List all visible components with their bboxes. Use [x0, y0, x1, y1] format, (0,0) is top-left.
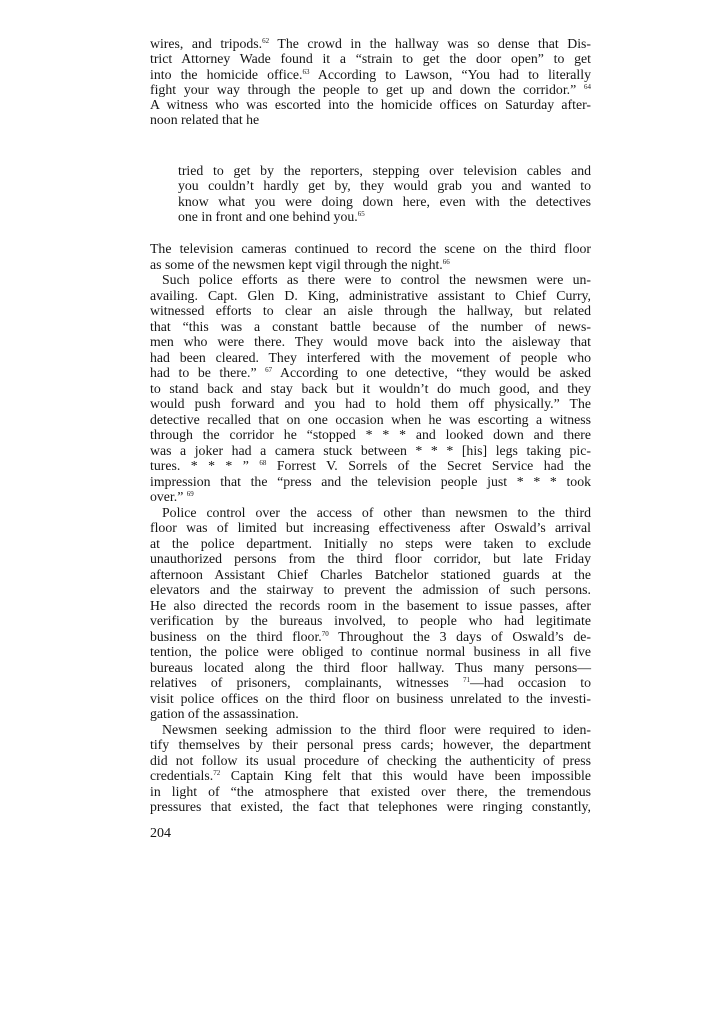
text-run: impression that the “press and the television people just * * * took [150, 473, 591, 489]
text-line [150, 644, 591, 660]
text-run: A witness who was escorted into the homicide offices on Saturday after- [150, 97, 591, 113]
text-run: trict Attorney Wade found it a “strain to get the door open” to get [150, 51, 591, 67]
text-run: bureaus located along the third floor hallway. Thus many persons— [150, 659, 591, 675]
text-line [150, 567, 591, 583]
text-line [150, 613, 591, 629]
block-quote [178, 163, 591, 224]
text-line [150, 737, 591, 753]
text-line [150, 722, 591, 738]
text-line [150, 474, 591, 490]
footnote-ref: 69 [186, 490, 194, 498]
text-line [150, 458, 591, 474]
text-line [150, 582, 591, 598]
footnote-ref: 70 [321, 629, 329, 638]
text-line [150, 520, 591, 536]
text-line [150, 598, 591, 614]
text-line [150, 551, 591, 567]
text-run: men who were there. They would move back into the aisleway that [150, 334, 591, 349]
footnote-ref: 62 [262, 37, 270, 45]
text-run: Such police efforts as there were to control the newsmen were un- [162, 272, 591, 287]
text-run: tention, the police were obliged to continue normal business in all five [150, 644, 591, 659]
text-run: —had occasion to [469, 675, 591, 690]
footnote-ref: 65 [357, 209, 365, 218]
text-run: relatives of prisoners, complainants, witnesses [150, 675, 463, 690]
text-line [178, 209, 591, 224]
text-run: Forrest V. Sorrels of the Secret Service had the [266, 458, 591, 473]
text-run: Throughout the 3 days of Oswald’s de- [328, 628, 591, 644]
text-line [150, 427, 591, 443]
text-line [150, 272, 591, 288]
text-line [150, 691, 591, 707]
text-run: Captain King felt that this would have been impossible [220, 768, 591, 783]
text-line [150, 319, 591, 335]
text-run: did not follow its usual procedure of checking the authenticity of press [150, 752, 591, 768]
text-line [150, 629, 591, 645]
text-line [150, 241, 591, 257]
text-run: He also directed the records room in the basement to issue passes, after [150, 597, 591, 613]
text-run: gation of the assassination. [150, 706, 299, 721]
text-run: afternoon Assistant Chief Charles Batchelor stationed guards at the [150, 566, 591, 582]
text-run: visit police offices on the third floor on business unrelated to the investi- [150, 690, 591, 706]
page-number: 204 [150, 826, 171, 841]
text-line [150, 112, 591, 127]
text-run: business on the third floor. [150, 628, 322, 644]
text-run: would push forward and you had to hold them off physically.” The [150, 396, 591, 411]
text-line [150, 381, 591, 397]
text-run: through the corridor he “stopped * * * and looked down and there [150, 427, 591, 442]
text-run: that “this was a constant battle because of the number of news- [150, 318, 591, 334]
text-line [178, 178, 591, 193]
text-run: According to Lawson, “You had to literally [309, 66, 591, 82]
text-run: Newsmen seeking admission to the third floor were required to iden- [162, 721, 591, 737]
footnote-ref: 68 [259, 459, 267, 467]
text-line [150, 784, 591, 800]
text-run: at the police department. Initially no steps were taken to exclude [150, 535, 591, 551]
text-line [150, 489, 591, 505]
text-run: tures. * * * ” [150, 458, 260, 473]
text-run: The crowd in the hallway was so dense that Dis- [269, 36, 591, 51]
text-line [150, 443, 591, 459]
text-line [178, 163, 591, 178]
text-run: as some of the newsmen kept vigil through the night. [150, 256, 443, 272]
text-run: floor was of limited but increasing effectiveness after Oswald’s arrival [150, 520, 591, 535]
paragraph-block [150, 241, 591, 815]
text-run: elevators and the stairway to prevent the admission of such persons. [150, 582, 591, 597]
text-line [150, 536, 591, 552]
text-run: The television cameras continued to record the scene on the third floor [150, 241, 591, 256]
text-line [150, 51, 591, 66]
footnote-ref: 63 [302, 67, 310, 76]
text-line [150, 36, 591, 51]
footnote-ref: 64 [584, 82, 591, 91]
text-line [150, 288, 591, 304]
text-run: availing. Capt. Glen D. King, administrative assistant to Chief Curry, [150, 287, 591, 303]
text-run: pressures that existed, the fact that telephones were ringing constantly, [150, 799, 591, 814]
footnote-ref: 72 [213, 769, 221, 777]
footnote-ref: 67 [265, 366, 273, 374]
text-run: verification by the bureaus involved, to people who had legitimate [150, 613, 591, 628]
text-run: fight your way through the people to get up and down the corridor.” [150, 81, 584, 97]
text-line [150, 768, 591, 784]
text-run: into the homicide office. [150, 66, 303, 82]
text-line [150, 412, 591, 428]
text-run: tried to get by the reporters, stepping over television cables and [178, 163, 591, 178]
text-run: you couldn’t hardly get by, they would grab you and wanted to [178, 178, 591, 194]
text-run: know what you were doing down here, even with the detectives [178, 193, 591, 209]
text-line [150, 303, 591, 319]
text-line [150, 365, 591, 381]
text-run: over.” [150, 489, 187, 504]
text-run: wires, and tripods. [150, 36, 263, 51]
text-run: had to be there.” [150, 365, 266, 380]
text-line [150, 97, 591, 112]
text-run: According to one detective, “they would be asked [272, 365, 591, 380]
text-run: had been cleared. They interfered with the movement of people who [150, 349, 591, 365]
text-run: detective recalled that on one occasion when he was escorting a witness [150, 411, 591, 427]
text-run: was a joker had a camera stuck between * * * [his] legs taking pic- [150, 442, 591, 458]
text-line [150, 799, 591, 815]
text-line [150, 350, 591, 366]
text-line [150, 505, 591, 521]
footnote-ref: 66 [442, 257, 450, 266]
text-line [150, 706, 591, 722]
text-line [150, 82, 591, 97]
text-run: Police control over the access of other than newsmen to the third [162, 504, 591, 520]
paragraph-block [150, 36, 591, 128]
text-line [150, 67, 591, 82]
text-run: noon related that he [150, 112, 260, 128]
text-line [150, 257, 591, 273]
text-run: in light of “the atmosphere that existed over there, the tremendous [150, 783, 591, 799]
text-run: tify themselves by their personal press cards; however, the department [150, 737, 591, 752]
text-run: one in front and one behind you. [178, 208, 358, 224]
text-line [178, 194, 591, 209]
text-line [150, 660, 591, 676]
footnote-ref: 71 [462, 676, 470, 684]
text-line [150, 753, 591, 769]
text-run: credentials. [150, 768, 214, 783]
text-line [150, 396, 591, 412]
text-line [150, 675, 591, 691]
text-line [150, 334, 591, 350]
text-run: unauthorized persons from the third floor corridor, but late Friday [150, 551, 591, 566]
text-run: to stand back and stay back but it wouldn’t do much good, and they [150, 380, 591, 396]
text-run: witnessed efforts to clear an aisle through the hallway, but related [150, 303, 591, 318]
